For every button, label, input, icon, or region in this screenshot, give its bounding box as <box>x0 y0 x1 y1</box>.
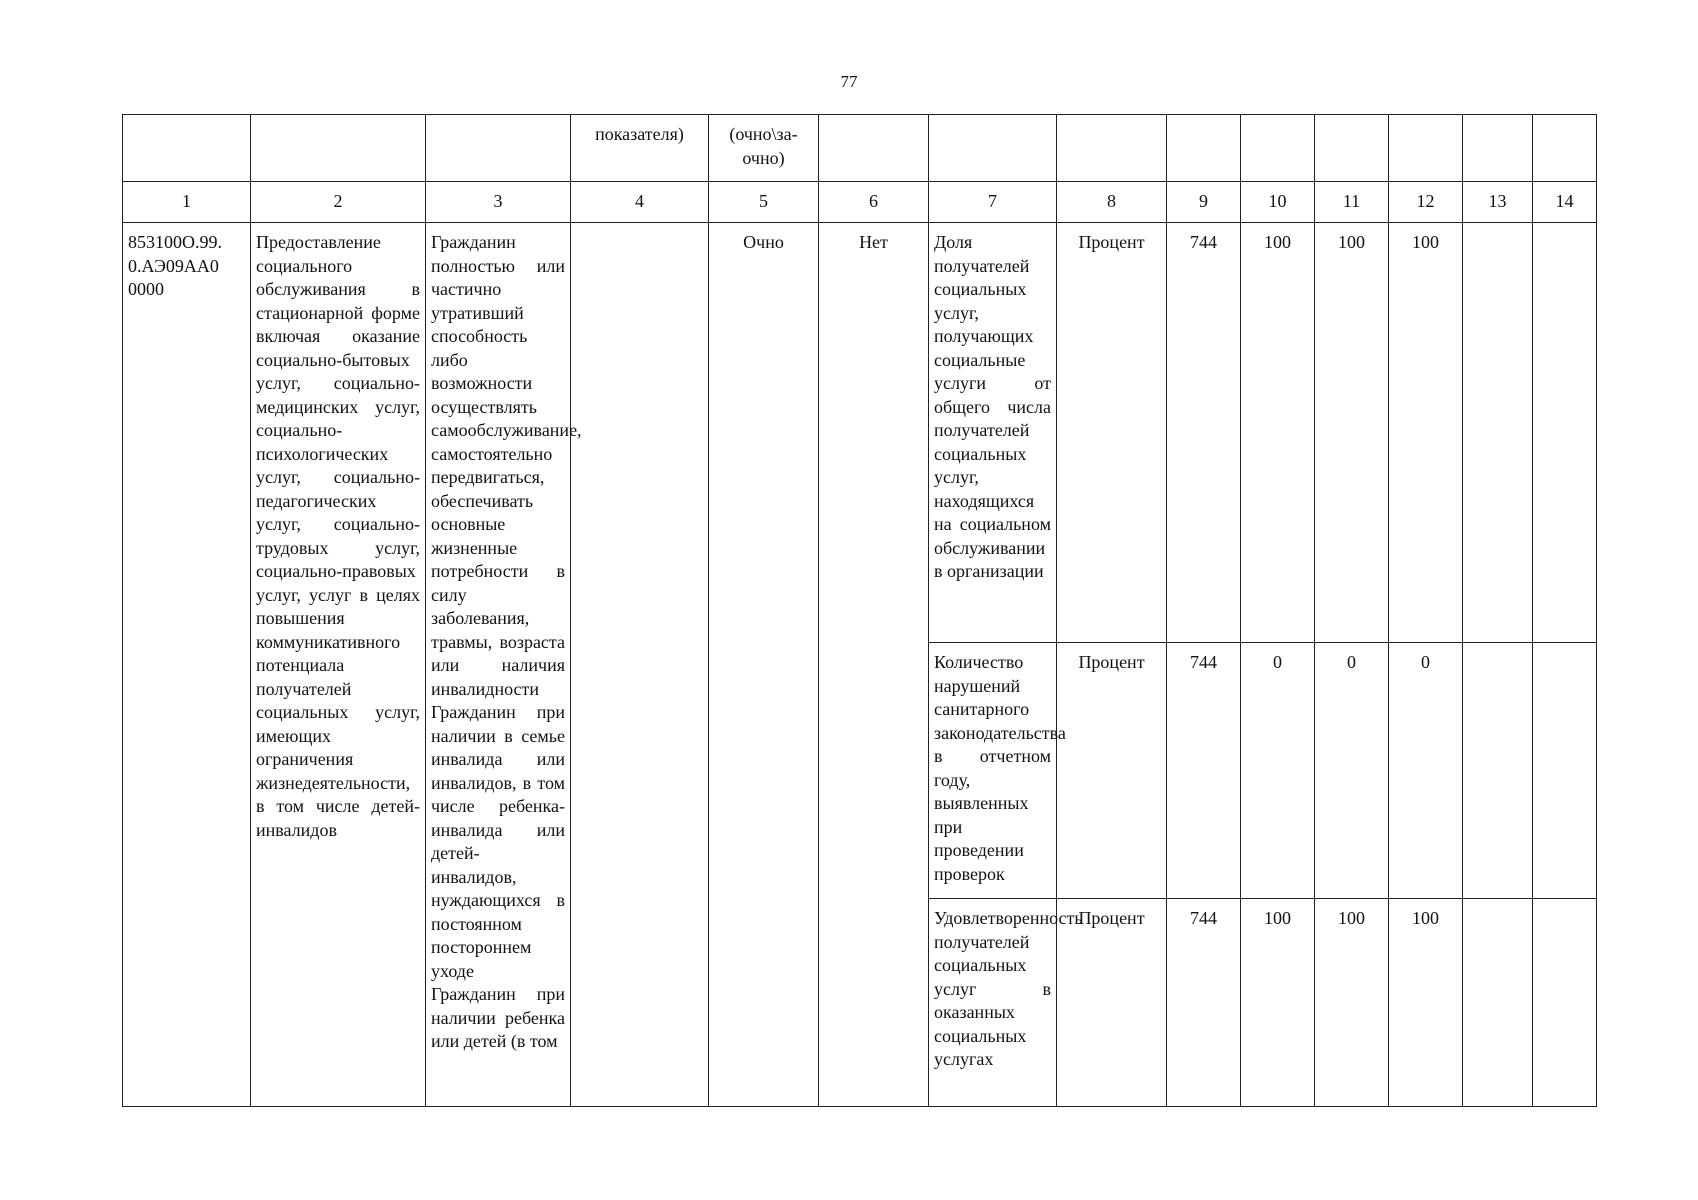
header-cell-5: (очно\за- очно) <box>709 115 819 182</box>
okei-code: 744 <box>1167 223 1241 643</box>
column-number: 8 <box>1057 182 1167 223</box>
column-number: 10 <box>1241 182 1315 223</box>
column-number: 7 <box>929 182 1057 223</box>
indicator-name: Удовлетворенность получателей социальных услуг в оказанных социальных услугах <box>929 899 1057 1107</box>
header-cell-7 <box>929 115 1057 182</box>
column-number: 13 <box>1463 182 1533 223</box>
value-year-1: 0 <box>1241 643 1315 899</box>
column-number: 5 <box>709 182 819 223</box>
unit-name: Процент <box>1057 223 1167 643</box>
value-year-1: 100 <box>1241 223 1315 643</box>
deviation-absolute <box>1533 899 1597 1107</box>
page-number: 77 <box>840 72 858 91</box>
column-number: 1 <box>123 182 251 223</box>
value-year-1: 100 <box>1241 899 1315 1107</box>
deviation-absolute <box>1533 223 1597 643</box>
service-form: Очно <box>709 223 819 1107</box>
header-cell-12 <box>1389 115 1463 182</box>
header-cell-6 <box>819 115 929 182</box>
column-number-row <box>123 182 1597 223</box>
registry-code: 853100О.99. 0.АЭ09АА0 0000 <box>123 223 251 1107</box>
indicator-6: Нет <box>819 223 929 1107</box>
indicator-4 <box>571 223 709 1107</box>
column-number: 2 <box>251 182 426 223</box>
indicator-name: Доля получателей социальных услуг, получающих социальные услуги от общего числа получателей социальных услуг, находящихся на социальном обслуживании в организации <box>929 223 1057 643</box>
header-cell-14 <box>1533 115 1597 182</box>
header-cell-9 <box>1167 115 1241 182</box>
deviation-percent <box>1463 223 1533 643</box>
deviation-percent <box>1463 643 1533 899</box>
deviation-absolute <box>1533 643 1597 899</box>
table-row <box>123 223 1597 643</box>
header-cell-2 <box>251 115 426 182</box>
column-number: 6 <box>819 182 929 223</box>
indicator-table <box>122 114 1597 1107</box>
header-cell-11 <box>1315 115 1389 182</box>
value-year-2: 0 <box>1315 643 1389 899</box>
value-year-2: 100 <box>1315 899 1389 1107</box>
unit-name: Процент <box>1057 643 1167 899</box>
column-number: 4 <box>571 182 709 223</box>
recipient-category: Гражданин полностью или частично утративший способность либо возможности осуществлять самообслуживание, самостоятельно передвигаться, обеспечивать основные жизненные потребности в силу заболевания, травмы, возраста или наличия инвалидности Гражданин при наличии в семье инвалида или инвалидов, в том числе ребенка-инвалида или детей-инвалидов, нуждающихся в постоянном постороннем уходе Гражданин при наличии ребенка или детей (в том <box>426 223 571 1107</box>
column-number: 12 <box>1389 182 1463 223</box>
unit-name: Процент <box>1057 899 1167 1107</box>
deviation-percent <box>1463 899 1533 1107</box>
value-year-3: 100 <box>1389 223 1463 643</box>
okei-code: 744 <box>1167 643 1241 899</box>
header-cell-3 <box>426 115 571 182</box>
header-cell-8 <box>1057 115 1167 182</box>
column-number: 3 <box>426 182 571 223</box>
column-number: 14 <box>1533 182 1597 223</box>
column-number: 11 <box>1315 182 1389 223</box>
column-number: 9 <box>1167 182 1241 223</box>
indicator-name: Количество нарушений санитарного законодательства в отчетном году, выявленных при проведении проверок <box>929 643 1057 899</box>
value-year-2: 100 <box>1315 223 1389 643</box>
header-cell-10 <box>1241 115 1315 182</box>
okei-code: 744 <box>1167 899 1241 1107</box>
header-cell-1 <box>123 115 251 182</box>
service-name: Предоставление социального обслуживания в стационарной форме включая оказание социально-бытовых услуг, социально-медицинских услуг, социально-психологических услуг, социально-педагогических услуг, социально-трудовых услуг, социально-правовых услуг, услуг в целях повышения коммуникативного потенциала получателей социальных услуг, имеющих ограничения жизнедеятельности, в том числе детей-инвалидов <box>251 223 426 1107</box>
header-continuation-row <box>123 115 1597 182</box>
value-year-3: 0 <box>1389 643 1463 899</box>
header-cell-4: показателя) <box>571 115 709 182</box>
value-year-3: 100 <box>1389 899 1463 1107</box>
header-cell-13 <box>1463 115 1533 182</box>
